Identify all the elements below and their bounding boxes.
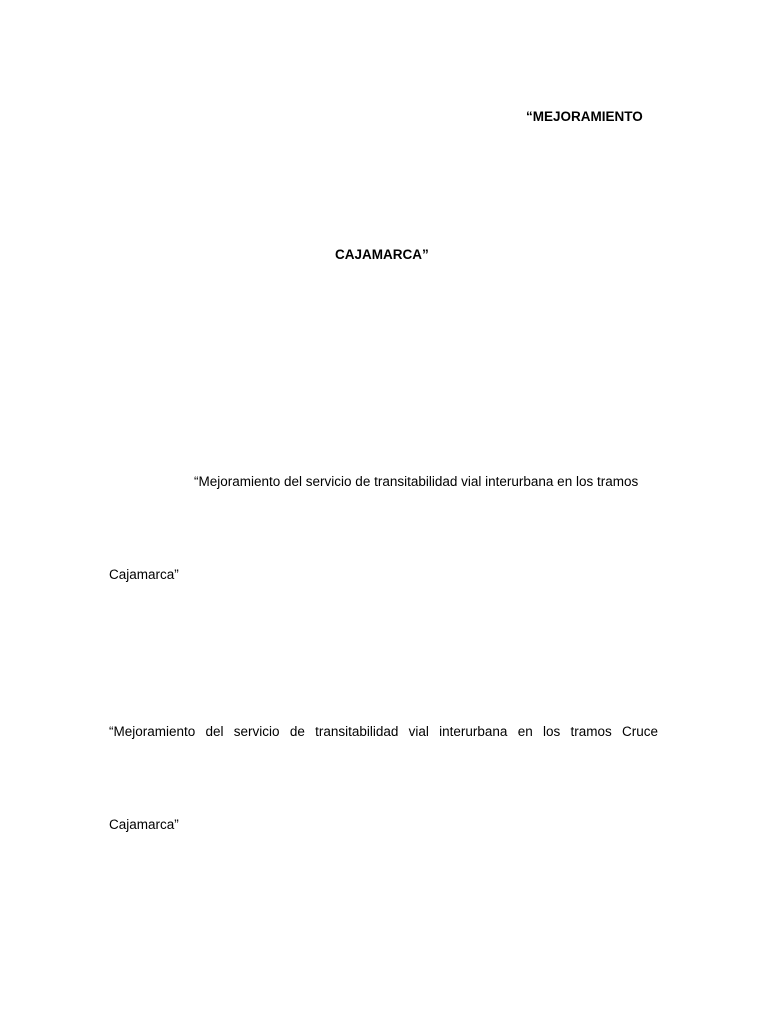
paragraph-2-line-1: “Mejoramiento del servicio de transitabilidad vial interurbana en los tramos Cruce — [109, 724, 658, 739]
paragraph-1-line-1: “Mejoramiento del servicio de transitabilidad vial interurbana en los tramos — [194, 474, 639, 489]
paragraph-1-line-2: Cajamarca” — [109, 567, 179, 582]
title-line-1: “MEJORAMIENTO — [526, 109, 643, 124]
paragraph-2-line-2: Cajamarca” — [109, 817, 179, 832]
title-line-2: CAJAMARCA” — [335, 247, 429, 262]
